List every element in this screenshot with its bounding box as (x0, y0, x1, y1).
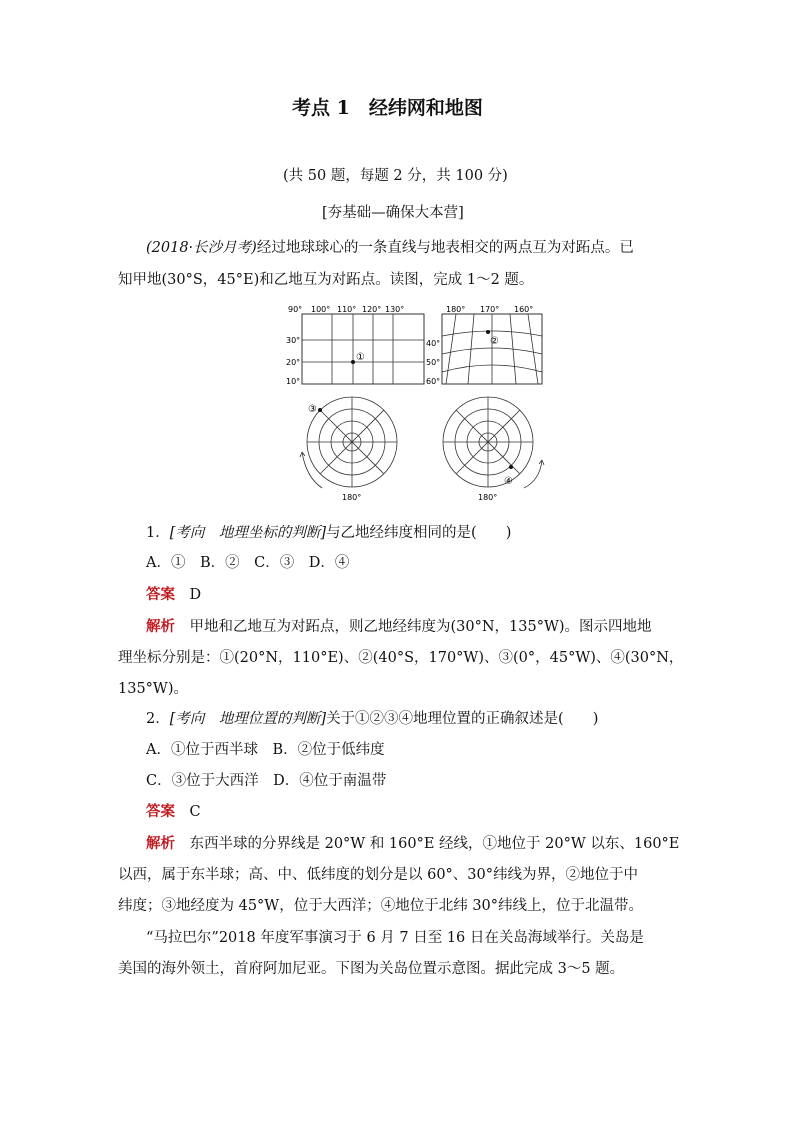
polar1-bottom: 180° (342, 493, 362, 502)
grid2-top-0: 180° (446, 305, 466, 314)
grid1-top-0: 90° (288, 305, 303, 314)
point-4-marker (509, 465, 513, 469)
grid1-left-0: 30° (286, 336, 301, 345)
grid1-top-4: 130° (385, 305, 405, 314)
q1-answer-value: D (189, 587, 202, 603)
q2-number: 2． (146, 711, 170, 727)
grid1-left-1: 20° (286, 358, 301, 367)
point-2-label: ② (490, 336, 499, 347)
question-1 (146, 523, 511, 543)
q2-analysis-line-3: 纬度；③地经度为 45°W，位于大西洋；④地位于北纬 30°纬线上，位于北温带。 (118, 898, 644, 914)
q2-analysis-text-1: 东西半球的分界线是 20°W 和 160°E 经线，①地位于 20°W 以东、160°E (189, 836, 680, 852)
intro-source: (2018·长沙月考) (146, 240, 257, 256)
grid1-top-3: 120° (362, 305, 382, 314)
q1-number: 1． (146, 525, 170, 541)
point-3-label: ③ (308, 404, 317, 415)
point-1-label: ① (356, 352, 365, 363)
intro-text: 经过地球球心的一条直线与地表相交的两点互为对跖点。已 (256, 240, 634, 256)
grid-map-1 (286, 305, 424, 386)
grid1-top-1: 100° (311, 305, 331, 314)
grid1-top-2: 110° (337, 305, 357, 314)
q2-analysis-line-2: 以西，属于东半球；高、中、低纬度的划分是以 60°、30°纬线为界，②地位于中 (118, 867, 639, 883)
q2-answer-label: 答案 (146, 803, 175, 820)
point-4-label: ④ (504, 476, 513, 487)
q2-options-line-1: A．①位于西半球 B．②位于低纬度 (146, 742, 385, 758)
point-1-marker (351, 360, 355, 364)
q1-stem: 与乙地经纬度相同的是( ) (326, 525, 512, 541)
q2-answer-value: C (189, 804, 201, 820)
passage-line-1: “马拉巴尔”2018 年度军事演习于 6 月 7 日至 16 日在关岛海域举行。关岛是 (146, 930, 644, 946)
section-heading: [夯基础—确保大本营] (322, 205, 464, 221)
grid2-top-1: 170° (480, 305, 500, 314)
score-info: (共 50 题，每题 2 分，共 100 分) (283, 168, 508, 184)
point-3-marker (318, 408, 322, 412)
q1-options: A．① B．② C．③ D．④ (146, 555, 350, 571)
intro-line-1 (146, 238, 634, 258)
grid2-top-2: 160° (514, 305, 534, 314)
latlon-figure (262, 302, 562, 507)
q1-analysis-line-1 (146, 617, 652, 637)
q2-stem: 关于①②③④地理位置的正确叙述是( ) (326, 711, 599, 727)
intro-line-2: 知甲地(30°S，45°E)和乙地互为对跖点。读图，完成 1～2 题。 (118, 272, 534, 288)
q2-answer (146, 802, 201, 822)
q1-answer (146, 585, 201, 605)
grid2-left-1: 50° (426, 358, 441, 367)
q1-analysis-text-1: 甲地和乙地互为对跖点，则乙地经纬度为(30°N，135°W)。图示四地地 (189, 619, 652, 635)
q1-analysis-line-3: 135°W)。 (118, 681, 188, 697)
grid-map-2 (442, 314, 542, 384)
q1-analysis-label: 解析 (146, 618, 175, 635)
polar-map-2 (443, 397, 544, 488)
q2-analysis-line-1 (146, 834, 679, 854)
passage-line-2: 美国的海外领土，首府阿加尼亚。下图为关岛位置示意图。据此完成 3～5 题。 (118, 961, 625, 977)
point-2-marker (486, 330, 490, 334)
question-2 (146, 709, 598, 729)
grid2-left-2: 60° (426, 377, 441, 386)
q2-options-line-2: C．③位于大西洋 D．④位于南温带 (146, 773, 387, 789)
q1-answer-label: 答案 (146, 586, 175, 603)
polar2-bottom: 180° (478, 493, 498, 502)
q1-category: [考向 地理坐标的判断] (169, 525, 327, 541)
q2-analysis-label: 解析 (146, 835, 175, 852)
grid1-left-2: 10° (286, 377, 301, 386)
q2-category: [考向 地理位置的判断] (169, 711, 327, 727)
q1-analysis-line-2: 理坐标分别是：①(20°N，110°E)、②(40°S，170°W)、③(0°，45°W)、④(30°N， (118, 650, 684, 666)
page-title: 考点 1 经纬网和地图 (292, 97, 483, 119)
grid2-left-0: 40° (426, 339, 441, 348)
